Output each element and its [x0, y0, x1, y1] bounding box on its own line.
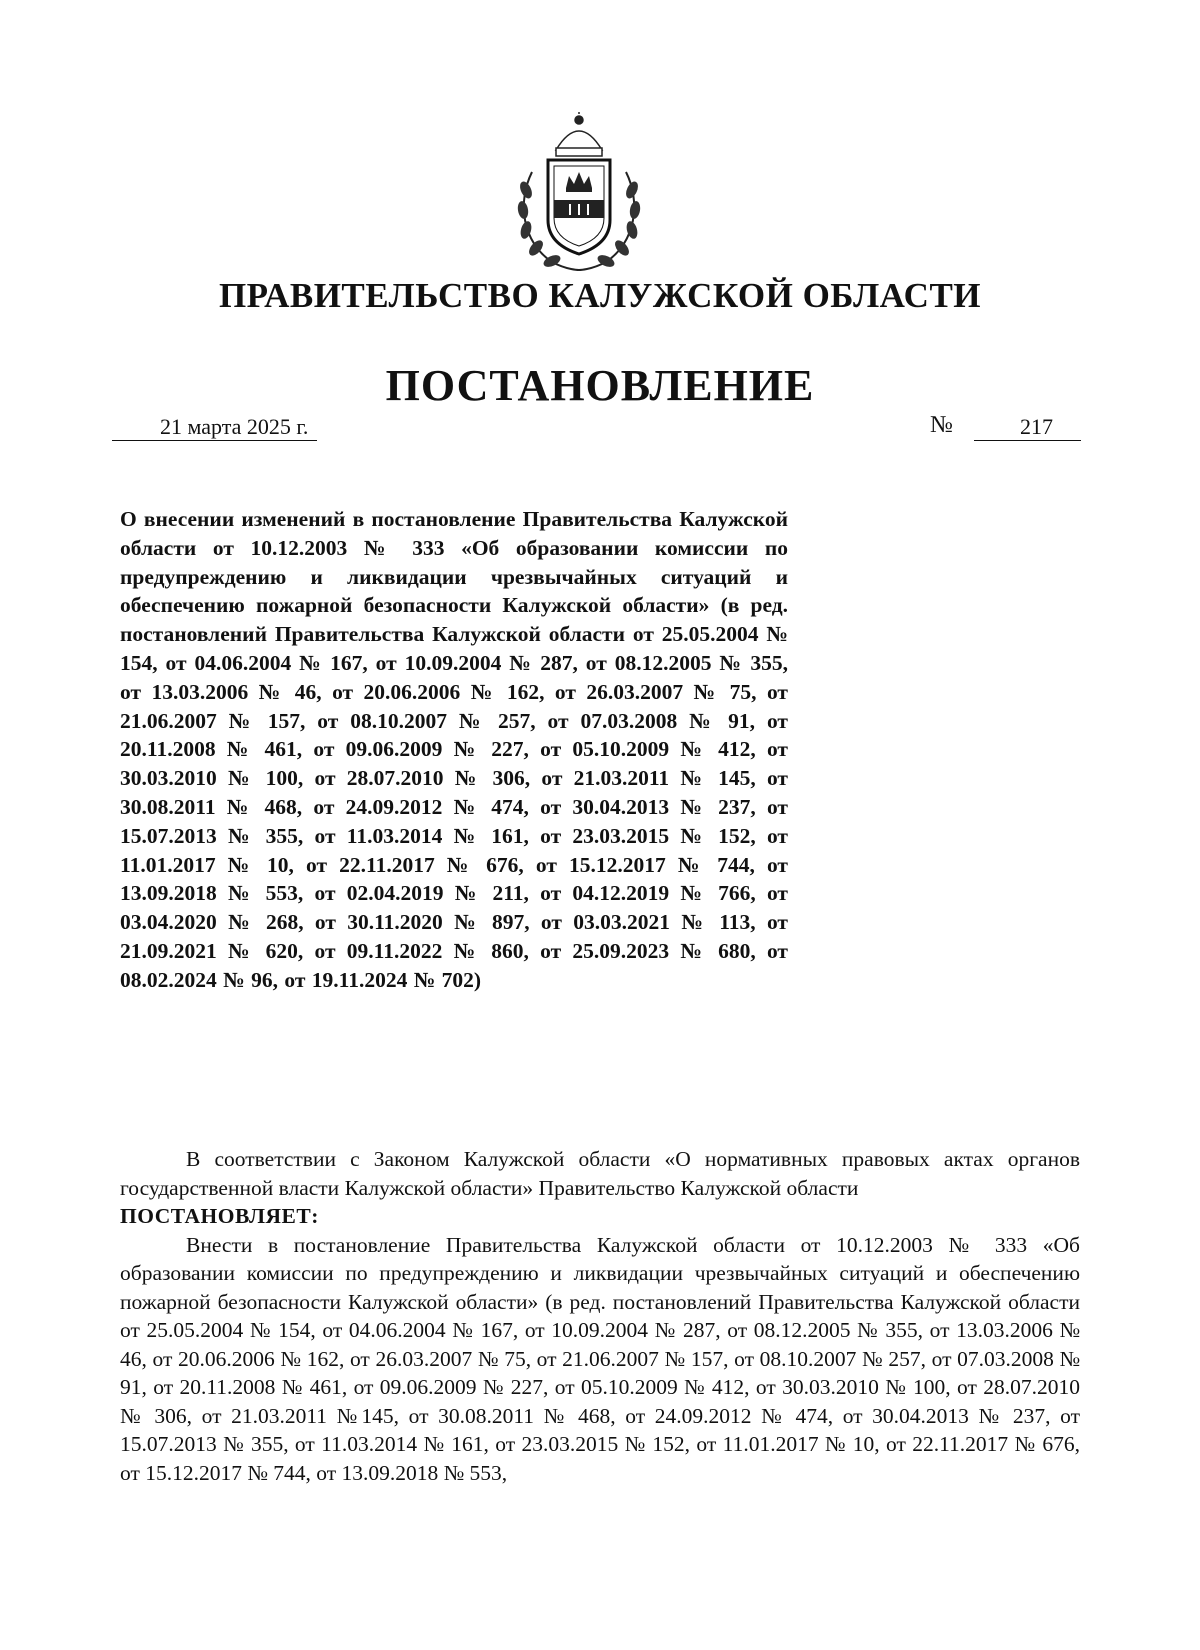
- kaluga-coat-of-arms-icon: [512, 112, 646, 272]
- resolves-heading: ПОСТАНОВЛЯЕТ:: [120, 1204, 319, 1228]
- document-number: 217: [974, 414, 1081, 441]
- preamble-paragraph: В соответствии с Законом Калужской области «О нормативных правовых актах органов государственной власти Калужской области» Правительство Калужской области: [120, 1147, 1080, 1200]
- document-subject: О внесении изменений в постановление Правительства Калужской области от 10.12.2003 № 333 «Об образовании комиссии по предупреждению и ликвидации чрезвычайных ситуаций и обеспечению пожарной безопасности Калужской области» (в ред. постановлений Правительства Калужской области от 25.05.2004 № 154, от 04.06.2004 № 167, от 10.09.2004 № 287, от 08.12.2005 № 355, от 13.03.2006 № 46, от 20.06.2006 № 162, от 26.03.2007 № 75, от 21.06.2007 № 157, от 08.10.2007 № 257, от 07.03.2008 № 91, от 20.11.2008 № 461, от 09.06.2009 № 227, от 05.10.2009 № 412, от 30.03.2010 № 100, от 28.07.2010 № 306, от 21.03.2011 № 145, от 30.08.2011 № 468, от 24.09.2012 № 474, от 30.04.2013 № 237, от 15.07.2013 № 355, от 11.03.2014 № 161, от 23.03.2015 № 152, от 11.01.2017 № 10, от 22.11.2017 № 676, от 15.12.2017 № 744, от 13.09.2018 № 553, от 02.04.2019 № 211, от 04.12.2019 № 766, от 03.04.2020 № 268, от 30.11.2020 № 897, от 03.03.2021 № 113, от 21.09.2021 № 620, от 09.11.2022 № 860, от 25.09.2023 № 680, от 08.02.2024 № 96, от 19.11.2024 № 702): [120, 507, 788, 992]
- document-body: [120, 1145, 1080, 1487]
- document-date: 21 марта 2025 г.: [112, 414, 317, 441]
- document-type: ПОСТАНОВЛЕНИЕ: [385, 361, 815, 410]
- document-number-label: №: [930, 412, 953, 438]
- body-paragraph-1: Внести в постановление Правительства Калужской области от 10.12.2003 № 333 «Об образовании комиссии по предупреждению и ликвидации чрезвычайных ситуаций и обеспечению пожарной безопасности Калужской области» (в ред. постановлений Правительства Калужской области от 25.05.2004 № 154, от 04.06.2004 № 167, от 10.09.2004 № 287, от 08.12.2005 № 355, от 13.03.2006 № 46, от 20.06.2006 № 162, от 26.03.2007 № 75, от 21.06.2007 № 157, от 08.10.2007 № 257, от 07.03.2008 № 91, от 20.11.2008 № 461, от 09.06.2009 № 227, от 05.10.2009 № 412, от 30.03.2010 № 100, от 28.07.2010 № 306, от 21.03.2011 №145, от 30.08.2011 № 468, от 24.09.2012 № 474, от 30.04.2013 № 237, от 15.07.2013 № 355, от 11.03.2014 № 161, от 23.03.2015 № 152, от 11.01.2017 № 10, от 22.11.2017 № 676, от 15.12.2017 № 744, от 13.09.2018 № 553,: [120, 1232, 1080, 1485]
- authority-title: ПРАВИТЕЛЬСТВО КАЛУЖСКОЙ ОБЛАСТИ: [218, 276, 982, 315]
